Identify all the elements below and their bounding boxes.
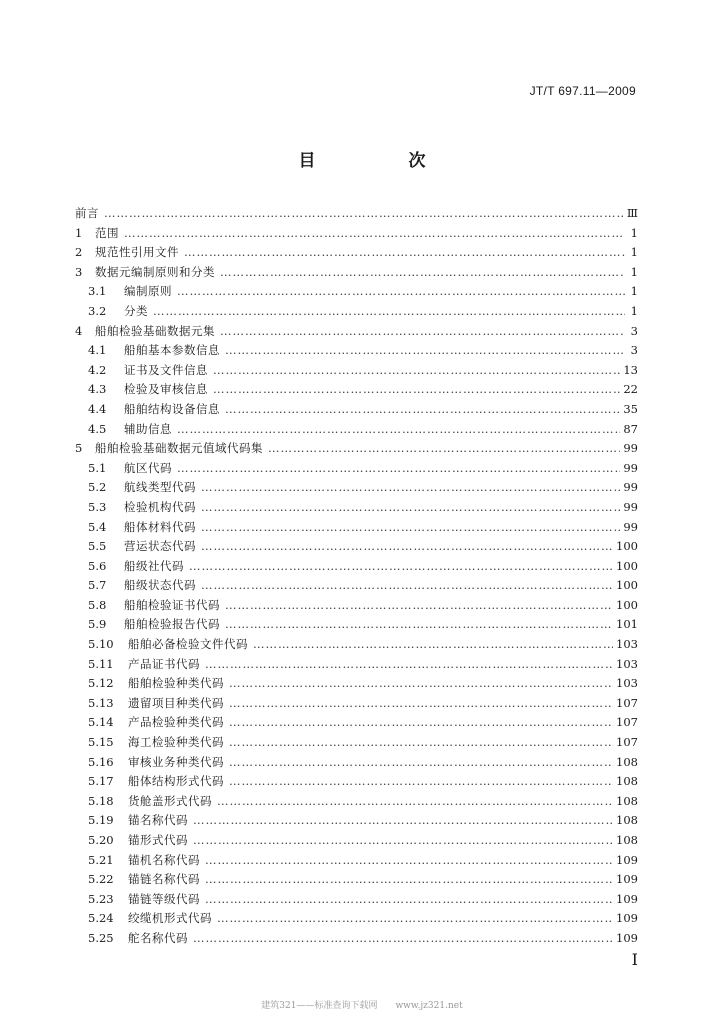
toc-entry-number: 2 bbox=[75, 245, 83, 260]
toc-leader-dots bbox=[229, 774, 613, 788]
toc-entry-page: 108 bbox=[616, 793, 638, 808]
toc-leader-dots bbox=[193, 813, 613, 827]
toc-entry-label: 审核业务种类代码 bbox=[128, 754, 224, 769]
toc-entry[interactable] bbox=[75, 891, 638, 911]
toc-entry-number: 5.17 bbox=[88, 774, 114, 789]
toc-entry-label: 规范性引用文件 bbox=[95, 245, 179, 260]
toc-entry-number: 5.15 bbox=[88, 735, 114, 750]
toc-entry[interactable] bbox=[75, 342, 638, 362]
toc-entry-page: 107 bbox=[616, 735, 638, 750]
toc-leader-dots bbox=[213, 382, 620, 396]
toc-leader-dots bbox=[193, 931, 613, 945]
toc-entry-number: 5.16 bbox=[88, 754, 114, 769]
toc-entry-page: 1 bbox=[630, 284, 638, 299]
toc-entry-page: 3 bbox=[630, 343, 638, 358]
toc-entry-number: 5.7 bbox=[88, 578, 107, 593]
toc-entry[interactable] bbox=[75, 440, 638, 460]
toc-entry-page: 109 bbox=[616, 891, 638, 906]
toc-entry[interactable] bbox=[75, 460, 638, 480]
toc-leader-dots bbox=[205, 872, 613, 886]
toc-entry[interactable] bbox=[75, 538, 638, 558]
toc-leader-dots bbox=[229, 676, 613, 690]
toc-entry-page: 100 bbox=[616, 578, 638, 593]
toc-entry[interactable] bbox=[75, 832, 638, 852]
toc-entry-label: 船舶检验基础数据元集 bbox=[95, 323, 215, 338]
toc-entry-label: 产品检验种类代码 bbox=[128, 715, 224, 730]
toc-leader-dots bbox=[217, 794, 613, 808]
toc-entry-page: 1 bbox=[630, 245, 638, 260]
toc-leader-dots bbox=[201, 539, 613, 553]
toc-leader-dots bbox=[193, 833, 613, 847]
toc-entry-label: 证书及文件信息 bbox=[124, 362, 208, 377]
toc-entry-label: 航线类型代码 bbox=[124, 480, 196, 495]
toc-entry-page: 107 bbox=[616, 695, 638, 710]
toc-entry-number: 5.2 bbox=[88, 480, 107, 495]
toc-entry-number: 5.10 bbox=[88, 637, 114, 652]
toc-entry-number: 5.3 bbox=[88, 499, 107, 514]
toc-leader-dots bbox=[217, 911, 613, 925]
toc-entry[interactable] bbox=[75, 675, 638, 695]
toc-entry-page: 103 bbox=[616, 676, 638, 691]
toc-leader-dots bbox=[229, 755, 613, 769]
toc-entry-label: 数据元编制原则和分类 bbox=[95, 264, 215, 279]
toc-entry-label: 货舱盖形式代码 bbox=[128, 793, 212, 808]
toc-leader-dots bbox=[153, 304, 625, 318]
toc-entry[interactable] bbox=[75, 577, 638, 597]
toc-entry-page: 100 bbox=[616, 597, 638, 612]
toc-entry-page: 103 bbox=[616, 637, 638, 652]
toc-entry-number: 5.24 bbox=[88, 911, 114, 926]
toc-entry-page: 103 bbox=[616, 656, 638, 671]
toc-leader-dots bbox=[184, 245, 625, 259]
toc-leader-dots bbox=[220, 324, 625, 338]
toc-entry[interactable] bbox=[75, 812, 638, 832]
toc-entry[interactable] bbox=[75, 479, 638, 499]
toc-entry-label: 船舶检验证书代码 bbox=[124, 597, 220, 612]
toc-entry[interactable] bbox=[75, 303, 638, 323]
toc-entry[interactable] bbox=[75, 871, 638, 891]
toc-entry-number: 4.1 bbox=[88, 343, 107, 358]
toc-entry-page: 35 bbox=[623, 401, 638, 416]
toc-entry[interactable] bbox=[75, 499, 638, 519]
toc-entry-number: 5.23 bbox=[88, 891, 114, 906]
toc-entry-page: 87 bbox=[623, 421, 638, 436]
toc-entry-page: 99 bbox=[623, 480, 638, 495]
toc-entry[interactable] bbox=[75, 793, 638, 813]
toc-entry-number: 1 bbox=[75, 225, 83, 240]
toc-entry-label: 航区代码 bbox=[124, 460, 172, 475]
toc-entry[interactable] bbox=[75, 401, 638, 421]
toc-leader-dots bbox=[124, 226, 625, 240]
toc-entry-label: 分类 bbox=[124, 303, 148, 318]
toc-entry-number: 5.6 bbox=[88, 558, 107, 573]
toc-leader-dots bbox=[189, 559, 613, 573]
toc-entry[interactable] bbox=[75, 264, 638, 284]
toc-entry-number: 5.20 bbox=[88, 833, 114, 847]
toc-entry[interactable] bbox=[75, 421, 638, 441]
toc-entry-label: 锚链等级代码 bbox=[128, 891, 200, 906]
toc-leader-dots bbox=[225, 402, 620, 416]
toc-entry-page: 1 bbox=[630, 225, 638, 240]
toc-entry[interactable] bbox=[75, 558, 638, 578]
toc-entry[interactable] bbox=[75, 283, 638, 303]
toc-entry-number: 5.5 bbox=[88, 539, 107, 554]
toc-entry-label: 船舶检验种类代码 bbox=[128, 676, 224, 691]
toc-entry-label: 船舶结构设备信息 bbox=[124, 401, 220, 416]
toc-entry-number: 4.3 bbox=[88, 382, 107, 397]
toc-entry[interactable] bbox=[75, 734, 638, 754]
toc-entry[interactable] bbox=[75, 773, 638, 793]
toc-entry-page: 108 bbox=[616, 774, 638, 789]
toc-entry-label: 产品证书代码 bbox=[128, 656, 200, 671]
toc-entry-number: 5.1 bbox=[88, 460, 107, 475]
toc-leader-dots bbox=[177, 422, 620, 436]
toc-entry-number: 3.2 bbox=[88, 303, 107, 318]
toc-entry-label: 船舶基本参数信息 bbox=[124, 343, 220, 358]
toc-entry-page: 109 bbox=[616, 852, 638, 867]
page-title: 目 次 bbox=[298, 151, 464, 171]
toc-entry-number: 4.5 bbox=[88, 421, 107, 436]
toc-leader-dots bbox=[201, 520, 620, 534]
toc-entry-page: 99 bbox=[623, 460, 638, 475]
toc-leader-dots bbox=[205, 657, 613, 671]
toc-entry-number: 3.1 bbox=[88, 284, 107, 299]
toc-entry-label: 船舶必备检验文件代码 bbox=[128, 637, 248, 652]
toc-entry-label: 船体结构形式代码 bbox=[128, 774, 224, 789]
toc-entry-number: 4.4 bbox=[88, 401, 107, 416]
toc-entry-page: 99 bbox=[623, 499, 638, 514]
toc-entry-number: 5.21 bbox=[88, 852, 114, 867]
toc-entry-page: 100 bbox=[616, 539, 638, 554]
page-number: I bbox=[631, 950, 638, 969]
toc-leader-dots bbox=[201, 500, 620, 514]
toc-entry-label: 检验机构代码 bbox=[124, 499, 196, 514]
toc-entry-label: 范围 bbox=[95, 225, 119, 240]
toc-leader-dots bbox=[177, 284, 625, 298]
toc-entry-label: 锚链名称代码 bbox=[128, 872, 200, 887]
toc-entry[interactable] bbox=[75, 616, 638, 636]
toc-entry-label: 船级社代码 bbox=[124, 558, 184, 573]
toc-entry-number: 5.18 bbox=[88, 793, 114, 808]
table-of-contents bbox=[75, 205, 638, 950]
toc-entry[interactable] bbox=[75, 930, 638, 950]
toc-leader-dots bbox=[220, 265, 625, 279]
toc-entry[interactable] bbox=[75, 695, 638, 715]
toc-entry-label: 船体材料代码 bbox=[124, 519, 196, 534]
toc-entry-page: 22 bbox=[623, 382, 638, 397]
toc-entry[interactable] bbox=[75, 362, 638, 382]
toc-entry-page: 99 bbox=[623, 519, 638, 534]
toc-entry[interactable] bbox=[75, 597, 638, 617]
toc-entry-number: 5.13 bbox=[88, 695, 114, 710]
toc-leader-dots bbox=[229, 735, 613, 749]
toc-entry-page: 1 bbox=[630, 303, 638, 318]
standard-number: JT/T 697.11—2009 bbox=[529, 84, 636, 98]
toc-leader-dots bbox=[229, 715, 613, 729]
toc-leader-dots bbox=[268, 441, 620, 455]
toc-entry-label: 绞缆机形式代码 bbox=[128, 911, 212, 926]
watermark-footer: 建筑321——标准查询下载网 www.jz321.net bbox=[261, 1001, 463, 1011]
toc-entry-label: 船舶检验基础数据元值域代码集 bbox=[95, 441, 263, 456]
toc-entry-number: 3 bbox=[75, 264, 83, 279]
toc-entry-label: 检验及审核信息 bbox=[124, 382, 208, 397]
toc-entry-number: 5.19 bbox=[88, 813, 114, 828]
toc-entry[interactable] bbox=[75, 381, 638, 401]
toc-entry-label: 营运状态代码 bbox=[124, 539, 196, 554]
toc-entry-page: Ⅲ bbox=[626, 206, 638, 220]
toc-entry-page: 1 bbox=[630, 264, 638, 279]
toc-leader-dots bbox=[177, 461, 620, 475]
toc-leader-dots bbox=[225, 617, 613, 631]
toc-entry-page: 108 bbox=[616, 833, 638, 847]
toc-entry-label: 辅助信息 bbox=[124, 421, 172, 436]
toc-entry-label: 船舶检验报告代码 bbox=[124, 617, 220, 632]
toc-entry-label: 前言 bbox=[75, 206, 99, 220]
toc-entry[interactable] bbox=[75, 910, 638, 930]
toc-entry[interactable] bbox=[75, 225, 638, 245]
toc-entry-number: 5.8 bbox=[88, 597, 107, 612]
toc-leader-dots bbox=[205, 853, 613, 867]
toc-leader-dots bbox=[253, 637, 613, 651]
toc-entry-label: 舵名称代码 bbox=[128, 930, 188, 945]
toc-leader-dots bbox=[225, 598, 613, 612]
toc-entry-number: 5.4 bbox=[88, 519, 107, 534]
toc-entry-page: 109 bbox=[616, 911, 638, 926]
toc-leader-dots bbox=[213, 363, 620, 377]
toc-entry-number: 5 bbox=[75, 441, 83, 456]
toc-entry[interactable] bbox=[75, 323, 638, 343]
toc-leader-dots bbox=[201, 480, 620, 494]
toc-entry-number: 5.22 bbox=[88, 872, 114, 887]
toc-entry[interactable] bbox=[75, 852, 638, 872]
toc-leader-dots bbox=[229, 696, 613, 710]
toc-entry[interactable] bbox=[75, 244, 638, 264]
toc-entry[interactable] bbox=[75, 714, 638, 734]
toc-entry-number: 5.11 bbox=[88, 656, 114, 671]
toc-entry-page: 108 bbox=[616, 754, 638, 769]
toc-entry-number: 5.12 bbox=[88, 676, 114, 691]
toc-entry-page: 13 bbox=[623, 362, 638, 377]
toc-leader-dots bbox=[201, 578, 613, 592]
toc-entry-page: 3 bbox=[630, 323, 638, 338]
toc-entry-label: 船级状态代码 bbox=[124, 578, 196, 593]
toc-entry-page: 99 bbox=[623, 441, 638, 456]
toc-entry-number: 4.2 bbox=[88, 362, 107, 377]
toc-entry-number: 5.9 bbox=[88, 617, 107, 632]
toc-leader-dots bbox=[205, 892, 613, 906]
toc-entry-number: 5.25 bbox=[88, 930, 114, 945]
toc-entry-number: 4 bbox=[75, 323, 83, 338]
toc-entry-label: 锚形式代码 bbox=[128, 833, 188, 847]
toc-entry[interactable] bbox=[75, 519, 638, 539]
toc-entry[interactable] bbox=[75, 754, 638, 774]
toc-entry-page: 107 bbox=[616, 715, 638, 730]
toc-entry-page: 109 bbox=[616, 930, 638, 945]
toc-entry[interactable] bbox=[75, 205, 638, 225]
toc-leader-dots bbox=[104, 206, 624, 220]
toc-entry-page: 109 bbox=[616, 872, 638, 887]
toc-entry-label: 锚名称代码 bbox=[128, 813, 188, 828]
toc-entry-label: 编制原则 bbox=[124, 284, 172, 299]
toc-entry-page: 101 bbox=[616, 617, 638, 632]
toc-entry[interactable] bbox=[75, 656, 638, 676]
toc-leader-dots bbox=[225, 343, 625, 357]
toc-entry-page: 108 bbox=[616, 813, 638, 828]
toc-entry-number: 5.14 bbox=[88, 715, 114, 730]
toc-entry-label: 遗留项目种类代码 bbox=[128, 695, 224, 710]
toc-entry-label: 锚机名称代码 bbox=[128, 852, 200, 867]
toc-entry-label: 海工检验种类代码 bbox=[128, 735, 224, 750]
toc-entry[interactable] bbox=[75, 636, 638, 656]
toc-entry-page: 100 bbox=[616, 558, 638, 573]
